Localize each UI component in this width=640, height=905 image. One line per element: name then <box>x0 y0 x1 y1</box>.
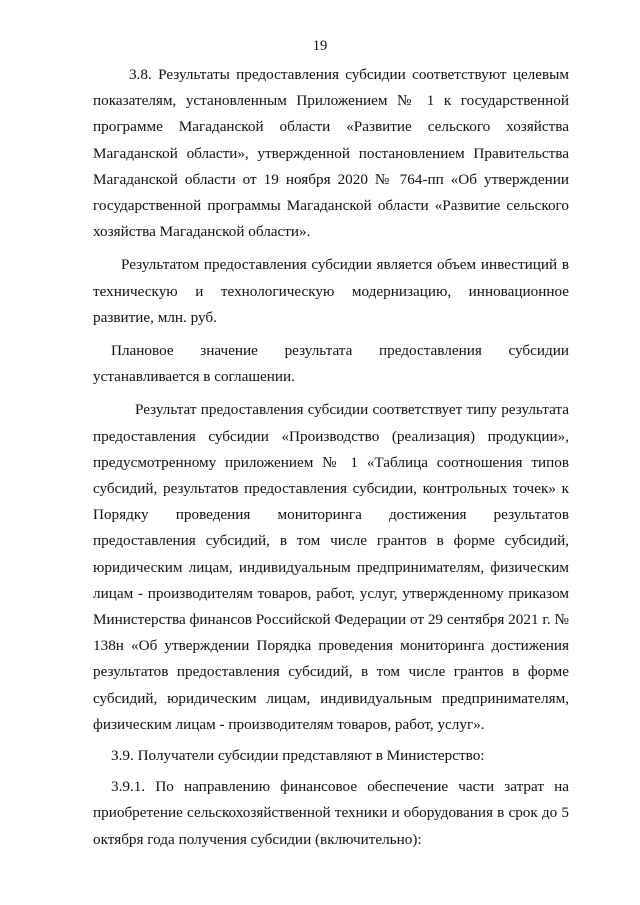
document-body <box>93 62 569 853</box>
planned-word: Плановое <box>111 342 174 360</box>
page-number: 19 <box>312 38 328 54</box>
planned-value-rest: устанавливается в соглашении. <box>93 368 295 386</box>
paragraph-3-9: 3.9. Получатели субсидии представляют в Министерство: <box>111 747 485 765</box>
planned-word: субсидии <box>508 342 569 360</box>
planned-word: результата <box>284 342 353 360</box>
paragraph-3-8: 3.8. Результаты предоставления субсидии соответствуют целевым показателям, установленным Приложением № 1 к государственной программе Магаданской области «Развитие сельского хозяйства Магаданской области», утвержденной постановлением Правительства Магаданской области от 19 ноября 2020 № 764-пп «Об утверждении государственной программы Магаданской области «Развитие сельского хозяйства Магаданской области». <box>93 66 569 241</box>
paragraph-3-9-1: 3.9.1. По направлению финансовое обеспечение части затрат на приобретение сельскохозяйственной техники и оборудования в срок до 5 октября года получения субсидии (включительно): <box>93 778 569 848</box>
paragraph-result: Результатом предоставления субсидии является объем инвестиций в техническую и технологическую модернизацию, инновационное развитие, млн. руб. <box>93 256 569 326</box>
planned-value-first-line <box>93 338 569 364</box>
paragraph-planned-value <box>93 338 569 390</box>
planned-word: значение <box>200 342 258 360</box>
paragraph-result-type: Результат предоставления субсидии соответствует типу результата предоставления субсидии «Производство (реализация) продукции», предусмотренному приложением № 1 «Таблица соотношения типов субсидий, результатов предоставления субсидии, контрольных точек» к Порядку проведения мониторинга достижения результатов предоставления субсидий, в том числе грантов в форме субсидий, юридическим лицам, индивидуальным предпринимателям, физическим лицам - производителям товаров, работ, услуг, утвержденному приказом Министерства финансов Российской Федерации от 29 сентября 2021 г. № 138н «Об утверждении Порядка проведения мониторинга достижения результатов предоставления субсидий, в том числе грантов в форме субсидий, юридическим лицам, индивидуальным предпринимателям, физическим лицам - производителям товаров, работ, услуг». <box>93 401 569 733</box>
planned-word: предоставления <box>379 342 482 360</box>
